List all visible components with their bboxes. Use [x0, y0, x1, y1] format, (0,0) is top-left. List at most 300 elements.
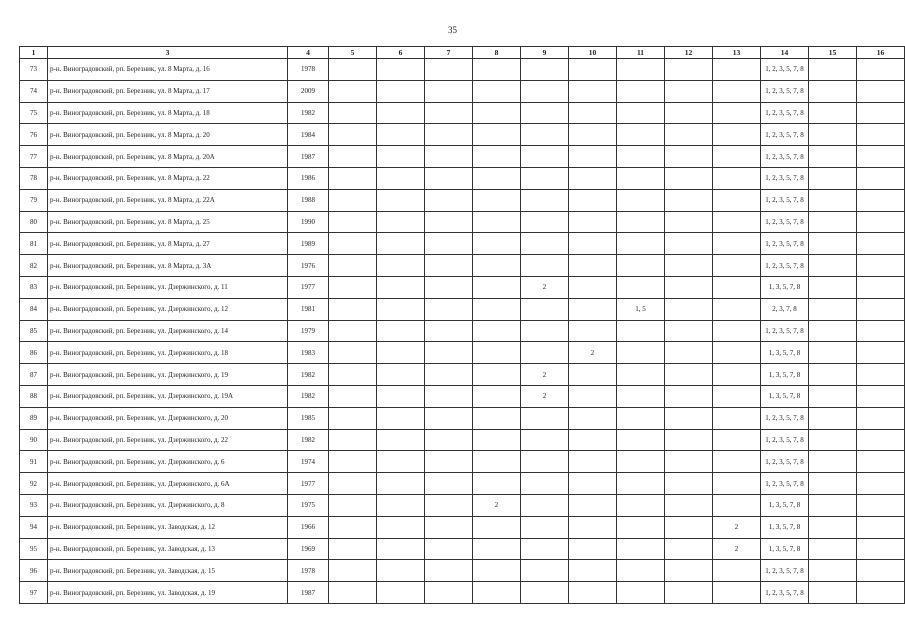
- col10-cell: [569, 473, 617, 495]
- year-cell: 1969: [288, 538, 329, 560]
- col13-cell: 2: [713, 538, 761, 560]
- table-row: [20, 124, 905, 146]
- col6-cell: [377, 276, 425, 298]
- col5-cell: [329, 211, 377, 233]
- col14-cell: 1, 2, 3, 5, 7, 8: [761, 211, 809, 233]
- col13-cell: [713, 211, 761, 233]
- col6-cell: [377, 167, 425, 189]
- col9-cell: [521, 233, 569, 255]
- col13-cell: [713, 494, 761, 516]
- row-number-cell: 97: [20, 582, 48, 604]
- row-number-cell: 78: [20, 167, 48, 189]
- col10-cell: [569, 124, 617, 146]
- col13-cell: [713, 167, 761, 189]
- table-row: [20, 320, 905, 342]
- col13-cell: [713, 451, 761, 473]
- col8-cell: [473, 124, 521, 146]
- col7-cell: [425, 189, 473, 211]
- col14-cell: 1, 2, 3, 5, 7, 8: [761, 320, 809, 342]
- col7-cell: [425, 516, 473, 538]
- col9-cell: [521, 255, 569, 277]
- column-header-10: 10: [569, 47, 617, 59]
- col10-cell: [569, 364, 617, 386]
- col8-cell: [473, 582, 521, 604]
- row-number-cell: 80: [20, 211, 48, 233]
- address-cell: р-н. Виноградовский, рп. Березник, ул. Дзержинского, д. 8: [48, 494, 288, 516]
- col8-cell: [473, 516, 521, 538]
- col13-cell: [713, 320, 761, 342]
- address-cell: р-н. Виноградовский, рп. Березник, ул. Дзержинского, д. 20: [48, 407, 288, 429]
- column-header-6: 6: [377, 47, 425, 59]
- column-header-9: 9: [521, 47, 569, 59]
- col5-cell: [329, 146, 377, 168]
- col11-cell: [617, 429, 665, 451]
- col14-cell: 1, 3, 5, 7, 8: [761, 342, 809, 364]
- year-cell: 1988: [288, 189, 329, 211]
- col8-cell: [473, 473, 521, 495]
- col16-cell: [857, 298, 905, 320]
- col15-cell: [809, 298, 857, 320]
- col12-cell: [665, 80, 713, 102]
- col11-cell: [617, 146, 665, 168]
- table-row: [20, 276, 905, 298]
- col12-cell: [665, 538, 713, 560]
- col12-cell: [665, 407, 713, 429]
- col14-cell: 1, 2, 3, 5, 7, 8: [761, 189, 809, 211]
- col15-cell: [809, 124, 857, 146]
- col16-cell: [857, 102, 905, 124]
- col12-cell: [665, 276, 713, 298]
- col8-cell: [473, 298, 521, 320]
- col10-cell: [569, 429, 617, 451]
- col8-cell: [473, 102, 521, 124]
- col11-cell: [617, 124, 665, 146]
- col11-cell: [617, 451, 665, 473]
- table-row: [20, 538, 905, 560]
- col12-cell: [665, 233, 713, 255]
- col14-cell: 1, 2, 3, 5, 7, 8: [761, 560, 809, 582]
- address-cell: р-н. Виноградовский, рп. Березник, ул. Дзержинского, д. 6А: [48, 473, 288, 495]
- year-cell: 1987: [288, 146, 329, 168]
- col5-cell: [329, 255, 377, 277]
- year-cell: 1985: [288, 407, 329, 429]
- col16-cell: [857, 429, 905, 451]
- row-number-cell: 94: [20, 516, 48, 538]
- col10-cell: [569, 494, 617, 516]
- col8-cell: [473, 560, 521, 582]
- col5-cell: [329, 59, 377, 81]
- col13-cell: [713, 473, 761, 495]
- col6-cell: [377, 451, 425, 473]
- col12-cell: [665, 124, 713, 146]
- col12-cell: [665, 494, 713, 516]
- col15-cell: [809, 494, 857, 516]
- table-row: [20, 255, 905, 277]
- row-number-cell: 88: [20, 385, 48, 407]
- address-cell: р-н. Виноградовский, рп. Березник, ул. Дзержинского, д. 6: [48, 451, 288, 473]
- col5-cell: [329, 429, 377, 451]
- col7-cell: [425, 582, 473, 604]
- table-row: [20, 494, 905, 516]
- col15-cell: [809, 80, 857, 102]
- col10-cell: [569, 582, 617, 604]
- col12-cell: [665, 560, 713, 582]
- col10-cell: [569, 59, 617, 81]
- housing-table: [19, 46, 905, 604]
- col5-cell: [329, 560, 377, 582]
- col13-cell: [713, 342, 761, 364]
- col12-cell: [665, 364, 713, 386]
- col16-cell: [857, 385, 905, 407]
- col10-cell: [569, 189, 617, 211]
- address-cell: р-н. Виноградовский, рп. Березник, ул. 8 Марта, д. 22А: [48, 189, 288, 211]
- col15-cell: [809, 320, 857, 342]
- col5-cell: [329, 102, 377, 124]
- col8-cell: [473, 276, 521, 298]
- col13-cell: [713, 276, 761, 298]
- row-number-cell: 74: [20, 80, 48, 102]
- address-cell: р-н. Виноградовский, рп. Березник, ул. Дзержинского, д. 22: [48, 429, 288, 451]
- row-number-cell: 76: [20, 124, 48, 146]
- col5-cell: [329, 364, 377, 386]
- col5-cell: [329, 473, 377, 495]
- col7-cell: [425, 59, 473, 81]
- col6-cell: [377, 320, 425, 342]
- table-row: [20, 582, 905, 604]
- col6-cell: [377, 473, 425, 495]
- col11-cell: 1, 5: [617, 298, 665, 320]
- col7-cell: [425, 342, 473, 364]
- col9-cell: [521, 342, 569, 364]
- col6-cell: [377, 494, 425, 516]
- col7-cell: [425, 124, 473, 146]
- col14-cell: 1, 3, 5, 7, 8: [761, 538, 809, 560]
- col11-cell: [617, 342, 665, 364]
- col6-cell: [377, 429, 425, 451]
- col15-cell: [809, 473, 857, 495]
- col13-cell: [713, 582, 761, 604]
- col14-cell: 1, 2, 3, 5, 7, 8: [761, 167, 809, 189]
- col6-cell: [377, 124, 425, 146]
- column-header-12: 12: [665, 47, 713, 59]
- col16-cell: [857, 342, 905, 364]
- col14-cell: 1, 2, 3, 5, 7, 8: [761, 407, 809, 429]
- col15-cell: [809, 516, 857, 538]
- col11-cell: [617, 385, 665, 407]
- col14-cell: 1, 2, 3, 5, 7, 8: [761, 582, 809, 604]
- row-number-cell: 81: [20, 233, 48, 255]
- col14-cell: 1, 3, 5, 7, 8: [761, 276, 809, 298]
- table-row: [20, 102, 905, 124]
- col7-cell: [425, 473, 473, 495]
- year-cell: 1981: [288, 298, 329, 320]
- column-header-4: 4: [288, 47, 329, 59]
- col11-cell: [617, 233, 665, 255]
- col11-cell: [617, 320, 665, 342]
- col16-cell: [857, 582, 905, 604]
- col14-cell: 1, 2, 3, 5, 7, 8: [761, 146, 809, 168]
- col16-cell: [857, 451, 905, 473]
- year-cell: 1977: [288, 473, 329, 495]
- col15-cell: [809, 429, 857, 451]
- col7-cell: [425, 167, 473, 189]
- col16-cell: [857, 494, 905, 516]
- col7-cell: [425, 538, 473, 560]
- col11-cell: [617, 407, 665, 429]
- column-header-15: 15: [809, 47, 857, 59]
- col11-cell: [617, 102, 665, 124]
- address-cell: р-н. Виноградовский, рп. Березник, ул. Дзержинского, д. 19: [48, 364, 288, 386]
- col5-cell: [329, 494, 377, 516]
- col6-cell: [377, 364, 425, 386]
- table-row: [20, 233, 905, 255]
- col8-cell: [473, 538, 521, 560]
- col10-cell: [569, 211, 617, 233]
- col9-cell: [521, 516, 569, 538]
- col5-cell: [329, 298, 377, 320]
- col14-cell: 1, 3, 5, 7, 8: [761, 385, 809, 407]
- year-cell: 1982: [288, 364, 329, 386]
- row-number-cell: 89: [20, 407, 48, 429]
- year-cell: 1978: [288, 560, 329, 582]
- col12-cell: [665, 146, 713, 168]
- col8-cell: [473, 59, 521, 81]
- col5-cell: [329, 124, 377, 146]
- table-row: [20, 385, 905, 407]
- col11-cell: [617, 494, 665, 516]
- col10-cell: [569, 233, 617, 255]
- col5-cell: [329, 276, 377, 298]
- col12-cell: [665, 189, 713, 211]
- row-number-cell: 91: [20, 451, 48, 473]
- col11-cell: [617, 189, 665, 211]
- col10-cell: [569, 538, 617, 560]
- col9-cell: 2: [521, 385, 569, 407]
- col14-cell: 1, 3, 5, 7, 8: [761, 494, 809, 516]
- col15-cell: [809, 167, 857, 189]
- year-cell: 1966: [288, 516, 329, 538]
- col5-cell: [329, 342, 377, 364]
- col13-cell: [713, 255, 761, 277]
- column-header-8: 8: [473, 47, 521, 59]
- col13-cell: 2: [713, 516, 761, 538]
- col15-cell: [809, 102, 857, 124]
- year-cell: 1976: [288, 255, 329, 277]
- address-cell: р-н. Виноградовский, рп. Березник, ул. 8 Марта, д. 20А: [48, 146, 288, 168]
- col16-cell: [857, 407, 905, 429]
- column-header-3: 3: [48, 47, 288, 59]
- row-number-cell: 93: [20, 494, 48, 516]
- col13-cell: [713, 407, 761, 429]
- col9-cell: [521, 298, 569, 320]
- row-number-cell: 92: [20, 473, 48, 495]
- col14-cell: 1, 2, 3, 5, 7, 8: [761, 451, 809, 473]
- col15-cell: [809, 255, 857, 277]
- col15-cell: [809, 407, 857, 429]
- col11-cell: [617, 538, 665, 560]
- col16-cell: [857, 233, 905, 255]
- col9-cell: 2: [521, 276, 569, 298]
- table-body: [20, 59, 905, 604]
- page-number: 35: [448, 25, 457, 35]
- row-number-cell: 83: [20, 276, 48, 298]
- col14-cell: 1, 2, 3, 5, 7, 8: [761, 80, 809, 102]
- col11-cell: [617, 276, 665, 298]
- table-row: [20, 429, 905, 451]
- col14-cell: 1, 2, 3, 5, 7, 8: [761, 473, 809, 495]
- col5-cell: [329, 80, 377, 102]
- row-number-cell: 79: [20, 189, 48, 211]
- col7-cell: [425, 320, 473, 342]
- year-cell: 1978: [288, 59, 329, 81]
- col6-cell: [377, 560, 425, 582]
- col12-cell: [665, 102, 713, 124]
- col12-cell: [665, 451, 713, 473]
- col12-cell: [665, 255, 713, 277]
- col6-cell: [377, 407, 425, 429]
- year-cell: 1974: [288, 451, 329, 473]
- col6-cell: [377, 582, 425, 604]
- col12-cell: [665, 320, 713, 342]
- row-number-cell: 73: [20, 59, 48, 81]
- col8-cell: [473, 451, 521, 473]
- col7-cell: [425, 298, 473, 320]
- row-number-cell: 87: [20, 364, 48, 386]
- column-header-13: 13: [713, 47, 761, 59]
- col13-cell: [713, 429, 761, 451]
- col8-cell: [473, 364, 521, 386]
- col9-cell: [521, 146, 569, 168]
- address-cell: р-н. Виноградовский, рп. Березник, ул. Заводская, д. 19: [48, 582, 288, 604]
- col9-cell: [521, 560, 569, 582]
- table-row: [20, 167, 905, 189]
- col10-cell: [569, 146, 617, 168]
- col14-cell: 1, 2, 3, 5, 7, 8: [761, 102, 809, 124]
- col9-cell: [521, 407, 569, 429]
- col10-cell: [569, 451, 617, 473]
- col5-cell: [329, 451, 377, 473]
- col9-cell: [521, 582, 569, 604]
- address-cell: р-н. Виноградовский, рп. Березник, ул. Заводская, д. 12: [48, 516, 288, 538]
- col15-cell: [809, 233, 857, 255]
- row-number-cell: 82: [20, 255, 48, 277]
- col15-cell: [809, 560, 857, 582]
- row-number-cell: 75: [20, 102, 48, 124]
- address-cell: р-н. Виноградовский, рп. Березник, ул. 8 Марта, д. 25: [48, 211, 288, 233]
- col10-cell: [569, 167, 617, 189]
- column-header-1: 1: [20, 47, 48, 59]
- col10-cell: [569, 298, 617, 320]
- col14-cell: 1, 2, 3, 5, 7, 8: [761, 255, 809, 277]
- address-cell: р-н. Виноградовский, рп. Березник, ул. 8 Марта, д. 3А: [48, 255, 288, 277]
- col10-cell: [569, 102, 617, 124]
- col12-cell: [665, 429, 713, 451]
- col6-cell: [377, 233, 425, 255]
- col10-cell: [569, 385, 617, 407]
- year-cell: 1983: [288, 342, 329, 364]
- table-row: [20, 451, 905, 473]
- row-number-cell: 84: [20, 298, 48, 320]
- table-row: [20, 298, 905, 320]
- col6-cell: [377, 538, 425, 560]
- col12-cell: [665, 516, 713, 538]
- col16-cell: [857, 167, 905, 189]
- col16-cell: [857, 473, 905, 495]
- col5-cell: [329, 407, 377, 429]
- col8-cell: [473, 189, 521, 211]
- col9-cell: [521, 538, 569, 560]
- col16-cell: [857, 560, 905, 582]
- address-cell: р-н. Виноградовский, рп. Березник, ул. Заводская, д. 13: [48, 538, 288, 560]
- col8-cell: [473, 167, 521, 189]
- col13-cell: [713, 298, 761, 320]
- col9-cell: [521, 320, 569, 342]
- col16-cell: [857, 255, 905, 277]
- col10-cell: [569, 560, 617, 582]
- col8-cell: [473, 407, 521, 429]
- col11-cell: [617, 516, 665, 538]
- col16-cell: [857, 516, 905, 538]
- address-cell: р-н. Виноградовский, рп. Березник, ул. 8 Марта, д. 18: [48, 102, 288, 124]
- col9-cell: 2: [521, 364, 569, 386]
- col16-cell: [857, 364, 905, 386]
- col11-cell: [617, 167, 665, 189]
- col8-cell: [473, 429, 521, 451]
- col7-cell: [425, 407, 473, 429]
- col7-cell: [425, 451, 473, 473]
- address-cell: р-н. Виноградовский, рп. Березник, ул. Дзержинского, д. 14: [48, 320, 288, 342]
- col6-cell: [377, 59, 425, 81]
- col16-cell: [857, 211, 905, 233]
- column-header-5: 5: [329, 47, 377, 59]
- col12-cell: [665, 473, 713, 495]
- col11-cell: [617, 473, 665, 495]
- table-row: [20, 342, 905, 364]
- col5-cell: [329, 320, 377, 342]
- col15-cell: [809, 189, 857, 211]
- col14-cell: 1, 3, 5, 7, 8: [761, 516, 809, 538]
- col6-cell: [377, 516, 425, 538]
- col7-cell: [425, 494, 473, 516]
- column-header-16: 16: [857, 47, 905, 59]
- col10-cell: [569, 80, 617, 102]
- col11-cell: [617, 560, 665, 582]
- col15-cell: [809, 146, 857, 168]
- column-header-7: 7: [425, 47, 473, 59]
- address-cell: р-н. Виноградовский, рп. Березник, ул. Дзержинского, д. 11: [48, 276, 288, 298]
- col15-cell: [809, 451, 857, 473]
- col13-cell: [713, 146, 761, 168]
- col13-cell: [713, 189, 761, 211]
- col13-cell: [713, 385, 761, 407]
- year-cell: 1982: [288, 385, 329, 407]
- table-row: [20, 80, 905, 102]
- year-cell: 1989: [288, 233, 329, 255]
- col8-cell: 2: [473, 494, 521, 516]
- year-cell: 1977: [288, 276, 329, 298]
- col9-cell: [521, 211, 569, 233]
- col8-cell: [473, 146, 521, 168]
- col9-cell: [521, 494, 569, 516]
- col5-cell: [329, 167, 377, 189]
- col6-cell: [377, 102, 425, 124]
- column-header-14: 14: [761, 47, 809, 59]
- col8-cell: [473, 342, 521, 364]
- col8-cell: [473, 320, 521, 342]
- col15-cell: [809, 276, 857, 298]
- col10-cell: [569, 276, 617, 298]
- col15-cell: [809, 538, 857, 560]
